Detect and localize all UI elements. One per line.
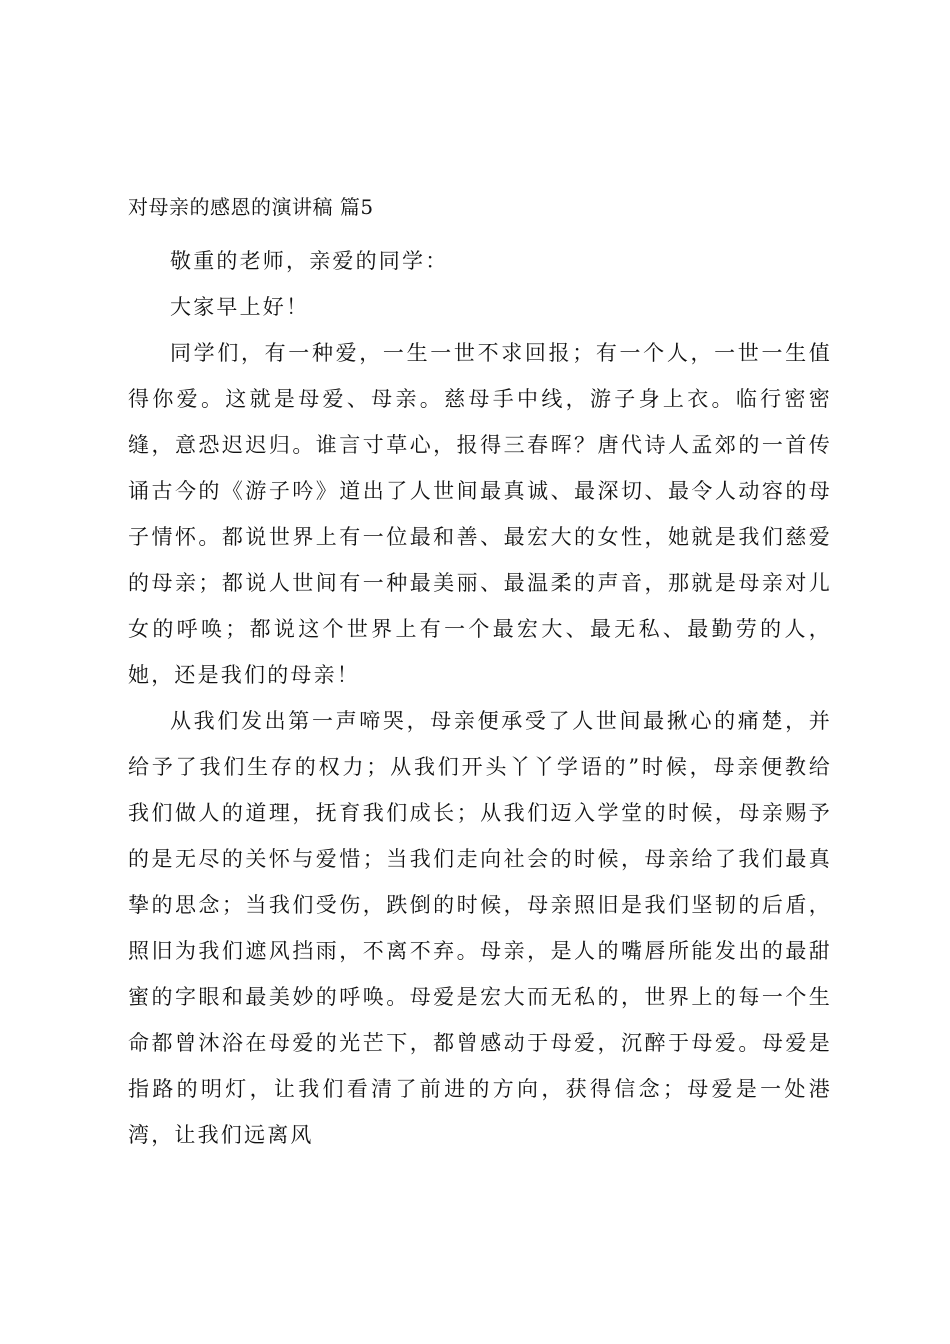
body-paragraph: 从我们发出第一声啼哭，母亲便承受了人世间最揪心的痛楚，并给予了我们生存的权力；从我们开头丫丫学语的”时候，母亲便教给我们做人的道理，抚育我们成长；从我们迈入学堂的时候，母亲赐予的是无尽的关怀与爱惜；当我们走向社会的时候，母亲给了我们最真挚的思念；当我们受伤，跌倒的时候，母亲照旧是我们坚韧的后盾，照旧为我们遮风挡雨，不离不弃。母亲，是人的嘴唇所能发出的最甜蜜的字眼和最美妙的呼唤。母爱是宏大而无私的，世界上的每一个生命都曾沐浴在母爱的光芒下，都曾感动于母爱，沉醉于母爱。母爱是指路的明灯，让我们看清了前进的方向，获得信念；母爱是一处港湾，让我们远离风 — [128, 709, 832, 1147]
body-paragraph: 同学们，有一种爱，一生一世不求回报；有一个人，一世一生值得你爱。这就是母爱、母亲。慈母手中线，游子身上衣。临行密密缝，意恐迟迟归。谁言寸草心，报得三春晖？唐代诗人孟郊的一首传诵古今的《游子吟》道出了人世间最真诚、最深切、最令人动容的母子情怀。都说世界上有一位最和善、最宏大的女性，她就是我们慈爱的母亲；都说人世间有一种最美丽、最温柔的声音，那就是母亲对儿女的呼唤；都说这个世界上有一个最宏大、最无私、最勤劳的人，她，还是我们的母亲！ — [128, 341, 832, 687]
salutation-paragraph: 敬重的老师，亲爱的同学： — [170, 249, 449, 273]
document-body — [128, 238, 832, 1158]
document-title: 对母亲的感恩的演讲稿 篇5 — [128, 195, 374, 219]
greeting-paragraph: 大家早上好！ — [170, 295, 310, 319]
